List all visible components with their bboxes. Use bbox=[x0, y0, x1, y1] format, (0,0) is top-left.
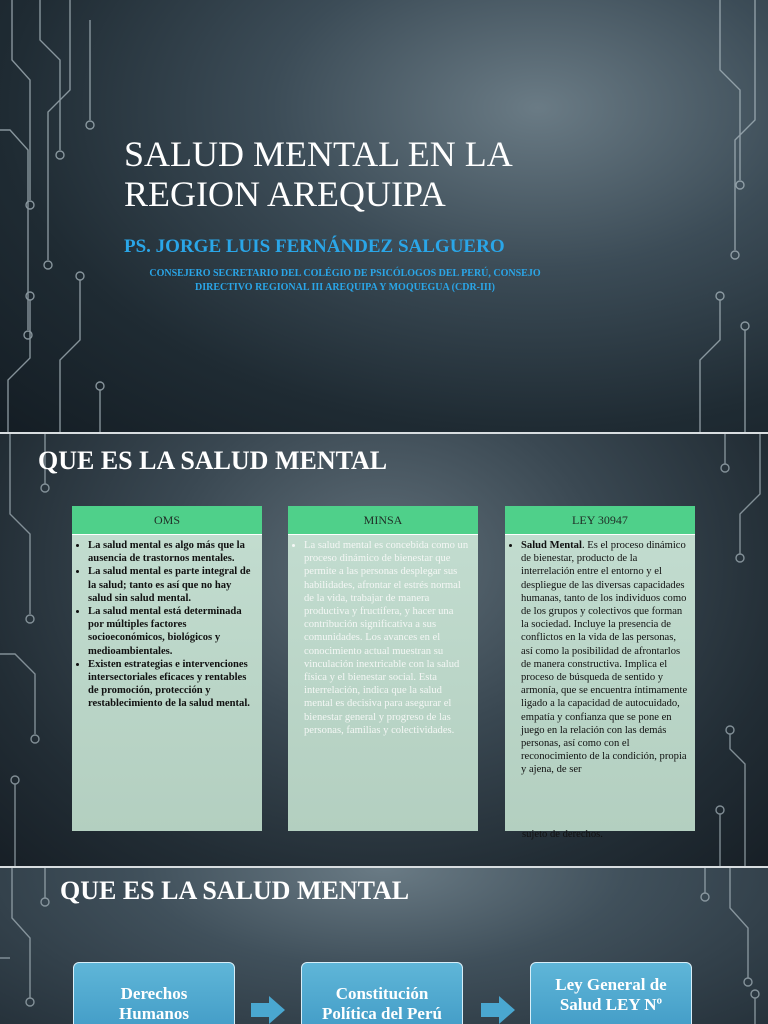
column-header: OMS bbox=[72, 506, 262, 535]
definitions-slide bbox=[0, 434, 768, 866]
column-body bbox=[288, 535, 478, 831]
arrow-right-icon bbox=[251, 996, 285, 1024]
list-item: • Existen estrategias e intervenciones intersectoriales eficaces y rentables de promoción, protección y restablecimiento de la salud mental. bbox=[88, 658, 256, 711]
list-item: • La salud mental es algo más que la ausencia de trastornos mentales. bbox=[88, 539, 256, 565]
definition-text: . Es el proceso dinámico de bienestar, producto de la interrelación entre el entorno y el despliegue de las diversas capacidades humanas, tanto de los individuos como de los grupos y colectivos que forman la sociedad. Incluye la presencia de conflictos en la vida de las personas, así como la posibilidad de afrontarlos de manera constructiva. Implica el proceso de búsqueda de sentido y armonía, que se encuentra íntimamente ligado a la capacidad de autocuidado, empatía y confianza que se pone en juego en la relación con las demás personas, así como con el reconocimiento de la condición, propia y ajena, de ser bbox=[521, 540, 688, 776]
author-name: PS. JORGE LUIS FERNÁNDEZ SALGUERO bbox=[124, 236, 505, 257]
flow-box-constitucion bbox=[301, 962, 463, 1024]
box-line-1: Constitución bbox=[335, 984, 429, 1003]
box-line-1: Ley General de bbox=[555, 975, 667, 994]
column-oms bbox=[72, 506, 262, 831]
box-line-2: Humanos bbox=[119, 1004, 189, 1023]
list-item: • La salud mental es concebida como un proceso dinámico de bienestar que permite a las personas desplegar sus habilidades, afrontar el estrés normal de la vida, trabajar de manera productiva y fructífera, y hacer una contribución significativa a sus comunidades. Los avances en el conocimiento actual muestran su vinculación inextricable con la salud física y el bienestar social. Esta interrelación, indica que la salud mental es decisiva para asegurar el bienestar general y progreso de las personas, familias y colectividades. bbox=[304, 539, 472, 737]
box-line-2: Salud LEY Nº bbox=[559, 995, 663, 1014]
list-item bbox=[521, 539, 689, 777]
flow-box-ley-general bbox=[530, 962, 692, 1024]
title-line-2: REGION AREQUIPA bbox=[124, 174, 446, 214]
framework-slide bbox=[0, 868, 768, 1024]
column-ley bbox=[505, 506, 695, 831]
circuit-decoration bbox=[0, 0, 768, 432]
presentation-title bbox=[124, 134, 684, 214]
box-line-1: Derechos bbox=[120, 984, 188, 1003]
title-line-1: SALUD MENTAL EN LA bbox=[124, 134, 513, 174]
flow-box-derechos-humanos bbox=[73, 962, 235, 1024]
box-line-2: Política del Perú bbox=[322, 1004, 442, 1023]
list-item: • La salud mental es parte integral de la salud; tanto es así que no hay salud sin salud mental. bbox=[88, 565, 256, 605]
title-slide bbox=[0, 0, 768, 432]
definition-lead: Salud Mental bbox=[521, 540, 582, 551]
author-affiliation: CONSEJERO SECRETARIO DEL COLÉGIO DE PSICÓLOGOS DEL PERÚ, CONSEJO DIRECTIVO REGIONAL III AREQUIPA Y MOQUEGUA (CDR-III) bbox=[149, 268, 541, 293]
arrow-right-icon bbox=[481, 996, 515, 1024]
column-minsa bbox=[288, 506, 478, 831]
slide-title: QUE ES LA SALUD MENTAL bbox=[38, 446, 388, 475]
list-item: • La salud mental está determinada por múltiples factores socioeconómicos, biológicos y medioambientales. bbox=[88, 605, 256, 658]
column-body bbox=[72, 535, 262, 831]
column-body bbox=[505, 535, 695, 831]
slide-title: QUE ES LA SALUD MENTAL bbox=[60, 876, 410, 905]
definition-overflow: sujeto de derechos. bbox=[522, 829, 603, 840]
column-header: MINSA bbox=[288, 506, 478, 535]
column-header: LEY 30947 bbox=[505, 506, 695, 535]
